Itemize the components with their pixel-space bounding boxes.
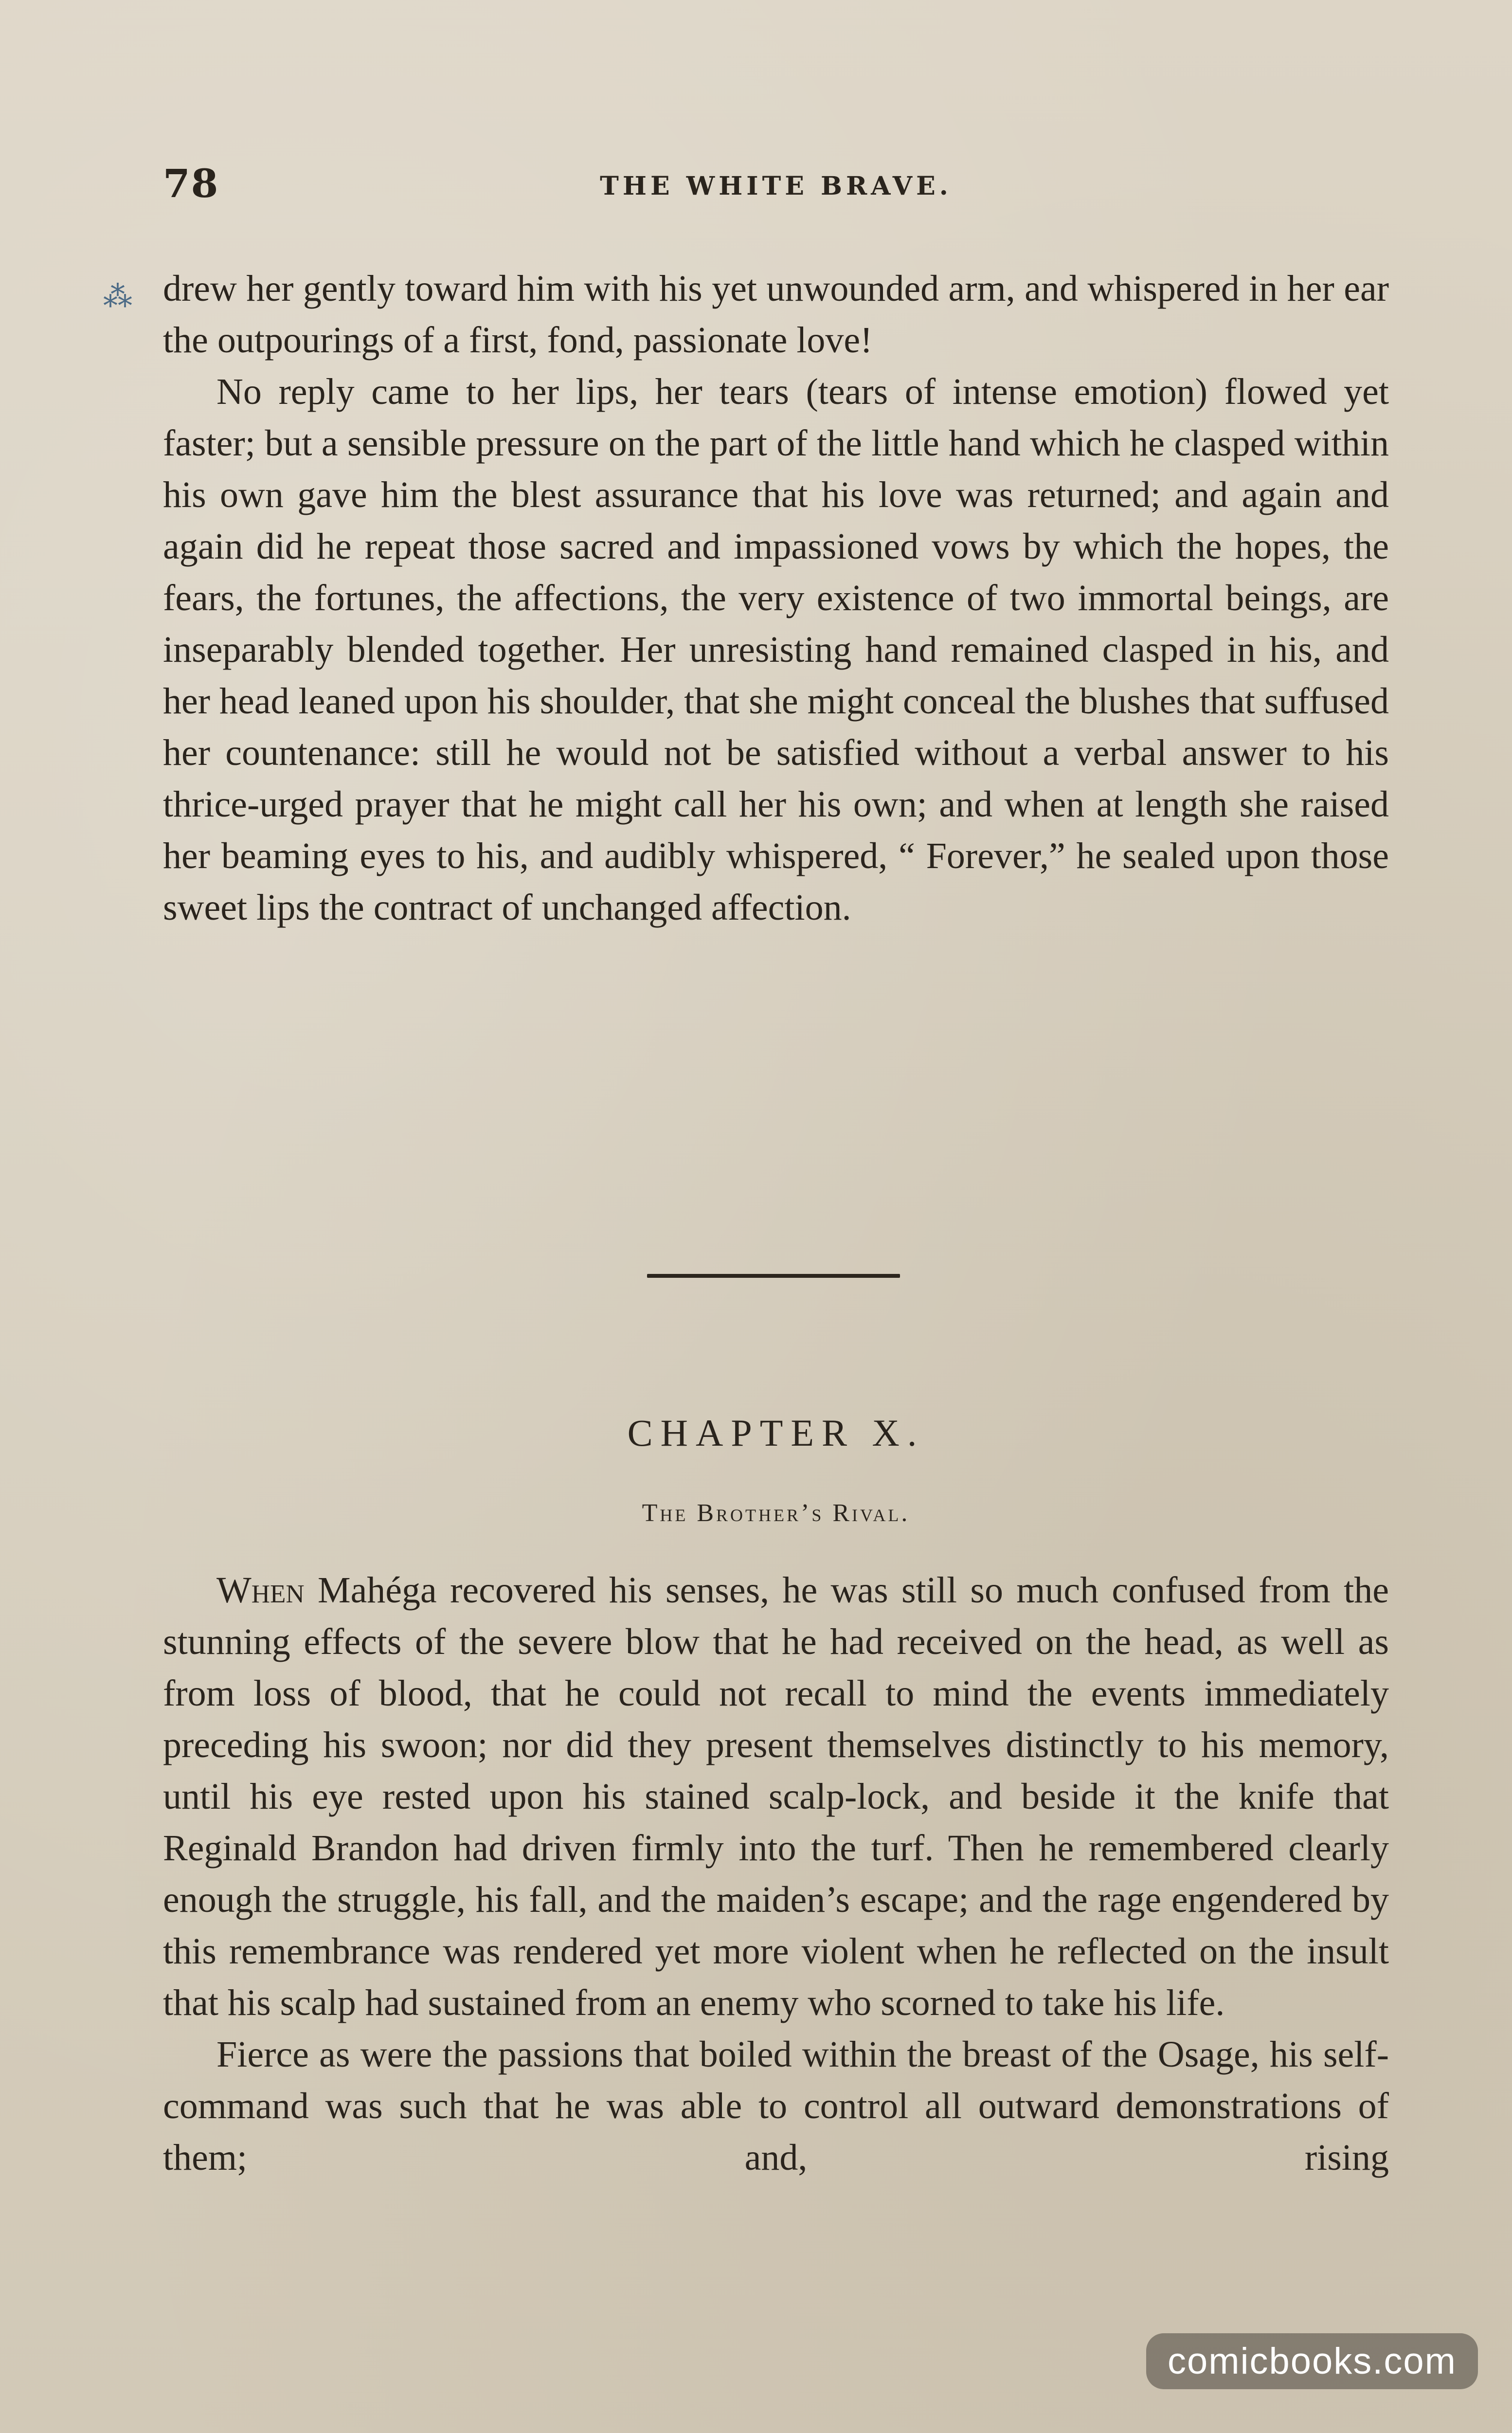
- paragraph-text: Mahéga recovered his senses, he was still so much confused from the stunning effects of the severe blow that he had received on the head, as well as from loss of blood, that he could not recall to mind the events immediately preceding his swoon; nor did they present themselves distinctly to his memory, until his eye rested upon his stained scalp-lock, and beside it the knife that Reginald Brandon had driven firmly into the turf. Then he remembered clearly enough the struggle, his fall, and the maiden’s escape; and the rage engendered by this remembrance was rendered yet more violent when he reflected on the insult that his scalp had sustained from an enemy who scorned to take his life.: [163, 1570, 1389, 2023]
- marginal-ink-mark: ⁂: [103, 281, 132, 313]
- page-header: [163, 161, 1389, 214]
- paragraph: Fierce as were the passions that boiled within the breast of the Osage, his self-command was such that he was able to control all outward demonstrations of them; and, rising: [163, 2034, 1389, 2178]
- watermark: comicbooks.com: [1146, 2333, 1478, 2389]
- chapter-heading: CHAPTER X.: [627, 1412, 925, 1454]
- section-divider-rule: [647, 1274, 900, 1278]
- paragraph: [163, 1564, 1389, 2029]
- running-title: THE WHITE BRAVE.: [600, 171, 952, 201]
- chapter-subtitle: The Brother’s Rival.: [642, 1499, 910, 1527]
- drop-word: When: [216, 1570, 305, 1611]
- chapter-x-text: [163, 1564, 1389, 2183]
- chapter-ix-closing-text: [163, 263, 1389, 933]
- paragraph: drew her gently toward him with his yet unwounded arm, and whispered in her ear the outpourings of a first, fond, passionate love!: [163, 268, 1389, 361]
- paragraph: No reply came to her lips, her tears (tears of intense emotion) flowed yet faster; but a sensible pressure on the part of the little hand which he clasped within his own gave him the blest assurance that his love was returned; and again and again did he repeat those sacred and impassioned vows by which the hopes, the fears, the fortunes, the affections, the very existence of two immortal beings, are inseparably blended together. Her unresisting hand remained clasped in his, and her head leaned upon his shoulder, that she might conceal the blushes that suffused her countenance: still he would not be satisfied without a verbal answer to his thrice-urged prayer that he might call her his own; and when at length she raised her beaming eyes to his, and audibly whispered, “ Forever,” he sealed upon those sweet lips the contract of unchanged affection.: [163, 371, 1389, 928]
- page-number: 78: [163, 161, 219, 206]
